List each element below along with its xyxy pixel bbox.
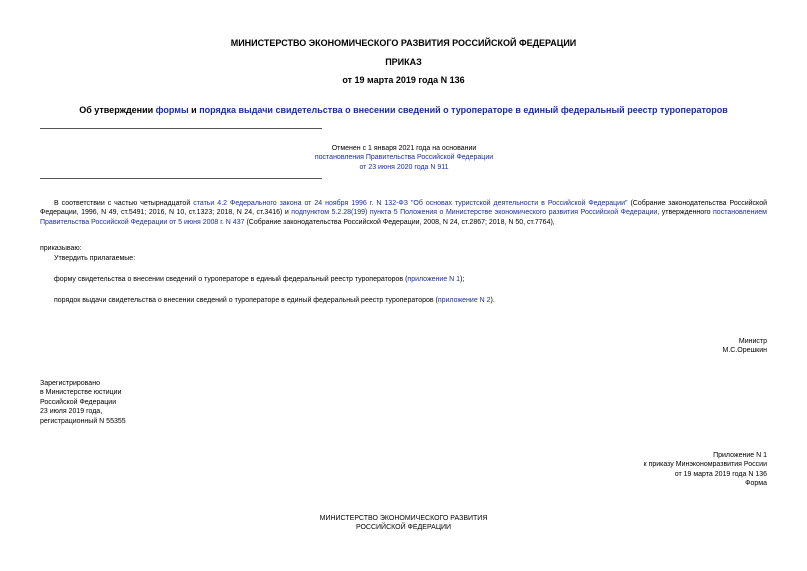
preamble-text-1: В соответствии с частью четырнадцатой xyxy=(54,200,194,207)
preamble-text-3: , утвержденного xyxy=(657,209,714,217)
registration-line: регистрационный N 55355 xyxy=(40,417,126,425)
registration-line: Российской Федерации xyxy=(40,398,117,406)
divider-bottom xyxy=(40,178,322,179)
appendix-line: Форма xyxy=(745,480,767,488)
registration-block xyxy=(40,379,126,426)
revocation-link-date[interactable]: от 23 июня 2020 года N 911 xyxy=(359,163,449,171)
form-heading-line-1: МИНИСТЕРСТВО ЭКОНОМИЧЕСКОГО РАЗВИТИЯ xyxy=(319,515,488,522)
divider-top xyxy=(40,128,322,129)
order-item-1-tail: ); xyxy=(460,276,465,283)
approve-line: Утвердить прилагаемые: xyxy=(54,255,136,262)
signature-block xyxy=(567,337,767,356)
document-title xyxy=(0,104,807,116)
order-word: приказываю: xyxy=(40,245,82,252)
title-link-procedure[interactable]: порядка выдачи свидетельства о внесении сведений о туроператоре в единый федеральный реестр туроператоров xyxy=(199,105,728,115)
revocation-link-decree[interactable]: постановления Правительства Российской Федерации xyxy=(314,154,494,162)
order-item-1-link[interactable]: приложение N 1 xyxy=(407,276,461,283)
signature-position: Министр xyxy=(738,338,767,345)
preamble-text-4: (Собрание законодательства Российской Федерации, 2008, N 24, ст.2867; 2018, N 50, ст.7764), xyxy=(244,218,555,226)
title-text-2: и xyxy=(188,105,200,115)
appendix-line: к приказу Минэкономразвития России xyxy=(643,461,767,469)
title-link-form[interactable]: формы xyxy=(155,105,189,115)
order-item-2-link[interactable]: приложение N 2 xyxy=(437,297,491,304)
registration-line: 23 июля 2019 года, xyxy=(40,408,103,416)
form-heading-line-2: РОССИЙСКОЙ ФЕДЕРАЦИИ xyxy=(355,524,452,532)
document-date: от 19 марта 2019 года N 136 xyxy=(342,75,465,85)
document-type: ПРИКАЗ xyxy=(385,57,422,67)
registration-line: в Министерстве юстиции xyxy=(40,389,122,397)
preamble-link-regulation[interactable]: подпунктом 5.2.28(199) пункта 5 Положения о Министерстве экономического развития Российской Федерации xyxy=(291,209,658,217)
order-item-2-text: порядок выдачи свидетельства о внесении сведений о туроператоре в единый федеральный реестр туроператоров ( xyxy=(54,297,438,304)
preamble-link-law[interactable]: статьи 4.2 Федерального закона от 24 ноября 1996 г. N 132-ФЗ "Об основах туристской деятельности в Российской Федерации" xyxy=(193,200,628,207)
revocation-line-1: Отменен с 1 января 2021 года на основании xyxy=(331,145,477,152)
signature-name: М.С.Орешкин xyxy=(722,347,767,355)
revocation-note xyxy=(254,144,554,172)
appendix-block xyxy=(517,451,767,489)
order-item-2-tail: ). xyxy=(490,297,495,304)
preamble-text-2: (Собрание законодательства Российской Федерации, 1996, N 49, ст.5491; 2016, N 10, ст.1323; 2018, N 24, ст.3416) и xyxy=(40,200,767,217)
preamble-paragraph xyxy=(40,199,767,227)
title-text-1: Об утверждении xyxy=(79,105,156,115)
registration-line: Зарегистрировано xyxy=(40,380,100,387)
appendix-line: Приложение N 1 xyxy=(713,452,767,459)
form-heading xyxy=(0,514,807,533)
preamble-link-decree[interactable]: постановлением Правительства Российской Федерации от 5 июня 2008 г. N 437 xyxy=(40,209,767,226)
order-item-1 xyxy=(54,275,464,284)
appendix-line: от 19 марта 2019 года N 136 xyxy=(674,470,767,478)
ministry-heading: МИНИСТЕРСТВО ЭКОНОМИЧЕСКОГО РАЗВИТИЯ РОССИЙСКОЙ ФЕДЕРАЦИИ xyxy=(230,38,577,48)
order-item-2 xyxy=(54,296,495,305)
order-item-1-text: форму свидетельства о внесении сведений о туроператоре в единый федеральный реестр туроператоров ( xyxy=(54,276,408,283)
